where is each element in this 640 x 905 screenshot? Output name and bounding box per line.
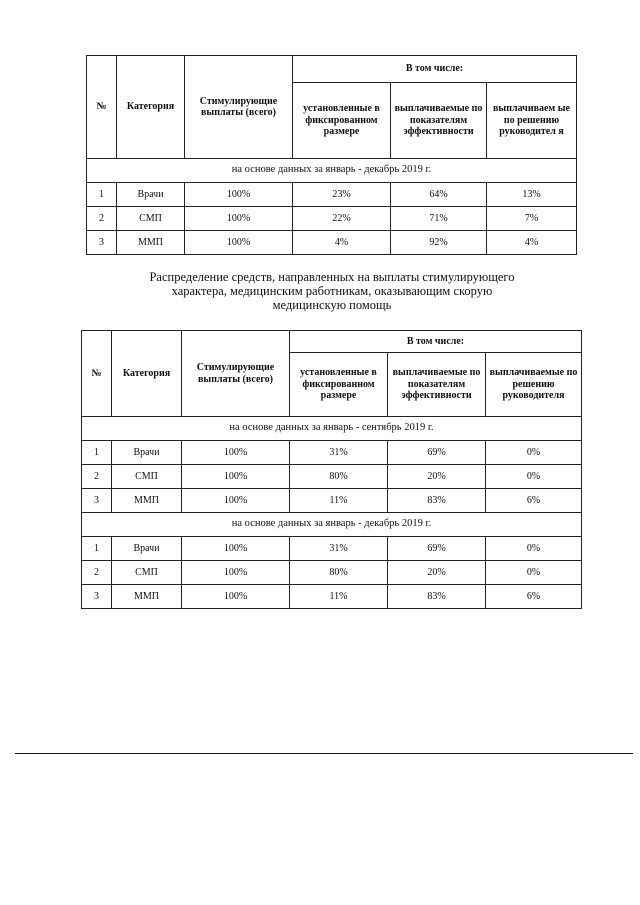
row-total: 100% (182, 585, 290, 609)
row-number: 2 (82, 561, 112, 585)
row-category: СМП (112, 465, 182, 489)
table-row (87, 231, 577, 255)
row-number: 2 (82, 465, 112, 489)
caption-line: медицинскую помощь (272, 298, 392, 312)
row-performance: 69% (388, 441, 486, 465)
table-row (82, 465, 582, 489)
row-fixed: 22% (293, 207, 391, 231)
header-including: В том числе: (290, 331, 582, 353)
caption-line: Распределение средств, направленных на выплаты стимулирующего (149, 270, 515, 284)
row-total: 100% (185, 183, 293, 207)
row-head-decision: 6% (486, 585, 582, 609)
row-number: 3 (82, 585, 112, 609)
payments-table-1 (86, 55, 577, 255)
row-performance: 20% (388, 561, 486, 585)
table-row (82, 489, 582, 513)
header-total: Стимулирующие выплаты (всего) (182, 331, 290, 417)
row-fixed: 31% (290, 537, 388, 561)
row-head-decision: 4% (487, 231, 577, 255)
header-fixed: установленные в фиксированном размере (290, 353, 388, 417)
header-total: Стимулирующие выплаты (всего) (185, 56, 293, 159)
header-head-decision: выплачиваем ые по решению руководител я (487, 83, 577, 159)
page-divider (15, 753, 633, 754)
header-including: В том числе: (293, 56, 577, 83)
row-category: Врачи (112, 441, 182, 465)
table-row (87, 207, 577, 231)
row-number: 1 (87, 183, 117, 207)
row-head-decision: 0% (486, 465, 582, 489)
row-fixed: 11% (290, 489, 388, 513)
header-number: № (87, 56, 117, 159)
row-head-decision: 7% (487, 207, 577, 231)
row-category: Врачи (112, 537, 182, 561)
header-performance: выплачиваемые по показателям эффективности (391, 83, 487, 159)
row-total: 100% (185, 207, 293, 231)
row-performance: 83% (388, 489, 486, 513)
row-total: 100% (182, 441, 290, 465)
row-category: ММП (112, 585, 182, 609)
period-label: на основе данных за январь - декабрь 2019 г. (82, 513, 582, 537)
row-fixed: 11% (290, 585, 388, 609)
row-total: 100% (182, 561, 290, 585)
row-head-decision: 0% (486, 561, 582, 585)
table-row (87, 183, 577, 207)
row-number: 3 (82, 489, 112, 513)
period-label: на основе данных за январь - сентябрь 2019 г. (82, 417, 582, 441)
header-category: Категория (117, 56, 185, 159)
row-performance: 64% (391, 183, 487, 207)
row-fixed: 4% (293, 231, 391, 255)
row-head-decision: 13% (487, 183, 577, 207)
row-total: 100% (182, 465, 290, 489)
row-number: 1 (82, 537, 112, 561)
row-fixed: 80% (290, 465, 388, 489)
payments-table-2 (81, 330, 582, 609)
row-fixed: 31% (290, 441, 388, 465)
row-total: 100% (185, 231, 293, 255)
header-fixed: установленные в фиксированном размере (293, 83, 391, 159)
row-category: Врачи (117, 183, 185, 207)
table-row (82, 441, 582, 465)
caption-line: характера, медицинским работникам, оказывающим скорую (171, 284, 493, 298)
row-number: 2 (87, 207, 117, 231)
header-number: № (82, 331, 112, 417)
row-total: 100% (182, 537, 290, 561)
table-row (82, 585, 582, 609)
row-number: 1 (82, 441, 112, 465)
table-caption (80, 270, 584, 312)
header-category: Категория (112, 331, 182, 417)
row-head-decision: 0% (486, 537, 582, 561)
row-fixed: 23% (293, 183, 391, 207)
table-row (82, 537, 582, 561)
row-performance: 83% (388, 585, 486, 609)
row-category: СМП (117, 207, 185, 231)
row-performance: 92% (391, 231, 487, 255)
row-number: 3 (87, 231, 117, 255)
period-label: на основе данных за январь - декабрь 2019 г. (87, 159, 577, 183)
row-head-decision: 6% (486, 489, 582, 513)
row-category: ММП (117, 231, 185, 255)
row-total: 100% (182, 489, 290, 513)
header-performance: выплачиваемые по показателям эффективности (388, 353, 486, 417)
row-fixed: 80% (290, 561, 388, 585)
header-head-decision: выплачиваемые по решению руководителя (486, 353, 582, 417)
table-row (82, 561, 582, 585)
row-category: ММП (112, 489, 182, 513)
row-performance: 20% (388, 465, 486, 489)
row-performance: 69% (388, 537, 486, 561)
row-category: СМП (112, 561, 182, 585)
row-head-decision: 0% (486, 441, 582, 465)
row-performance: 71% (391, 207, 487, 231)
